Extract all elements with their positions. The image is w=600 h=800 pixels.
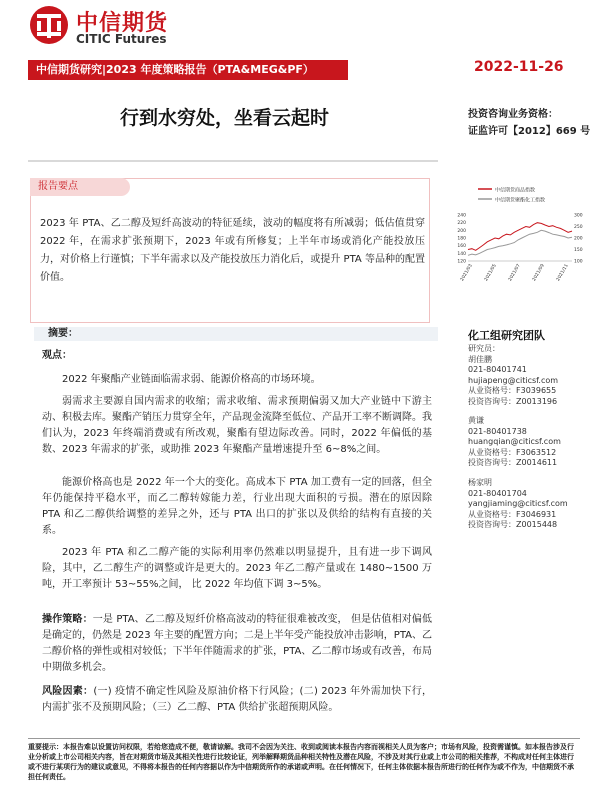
y-left-tick-label: 200 <box>457 228 466 234</box>
x-tick-label: 2021/11 <box>556 263 570 283</box>
analyst-phone: 021-80401704 <box>468 488 527 498</box>
strategy-paragraph <box>42 612 432 676</box>
researcher-label: 研究员： <box>468 344 500 353</box>
abstract-header: 摘要： <box>34 327 438 341</box>
analyst-license: 投资咨询号：Z0014611 <box>468 458 558 467</box>
series-line <box>468 230 572 255</box>
summary-text: 2023 年 PTA、乙二醇及短纤高波动的特征延续，波动的幅度将有所减弱；低估值贯穿 2022 年，在需求扩张预期下，2023 年或有所修复；上半年市场或消化产能投放压力，对价格上行谨慎；下半年需求以及产能投放压力消化后，或提升 PTA 等品种的配置价值。 <box>40 218 425 283</box>
qualification-line2: 证监许可【2012】669 号 <box>468 126 591 137</box>
analyst-email[interactable]: hujiapeng@citicsf.com <box>468 375 559 385</box>
analyst-license: 从业资格号：F3063512 <box>468 447 557 457</box>
risk-paragraph <box>42 684 432 716</box>
analyst-block-2 <box>468 416 561 469</box>
legend-label: 中信期货聚酯化工指数 <box>495 197 546 204</box>
x-tick-label: 2021/05 <box>484 263 498 283</box>
y-right-tick-label: 200 <box>574 236 583 242</box>
risk-text: (一) 疫情不确定性风险及原油价格下行风险；(二) 2023 年外需加快下行，内需扩张不及预期风险；（三）乙二醇、PTA 供给扩张超预期风险。 <box>42 686 433 713</box>
risk-label: 风险因素： <box>42 686 94 697</box>
analyst-email[interactable]: huangqian@citicsf.com <box>468 437 561 446</box>
abstract-paragraph-3: 能源价格高也是 2022 年一个大的变化。高成本下 PTA 加工费有一定的回落，但全年仍能保持平稳水平，而乙二醇转嫁能力差，行业出现大面积的亏损。潜在的原因除 PTA 和乙二醇供给调整的差异之外，还与 PTA 出口的扩张以及供给的结构有直接的关系。 <box>42 477 432 536</box>
view-label: 观点： <box>42 350 72 361</box>
analyst-license: 投资咨询号：Z0013196 <box>468 396 558 406</box>
analyst-license: 从业资格号：F3046931 <box>468 509 557 519</box>
strategy-text: 一是 PTA、乙二醇及短纤价格高波动的特征很难被改变， 但是估值相对偏低是确定的，仍然是 2023 年主要的配置方向；二是上半年受产能投放冲击影响，PTA、乙二醇价格的弹性或相对较低；下半年伴随需求的扩张，PTA、乙二醇市场或有改善，布局中期做多机会。 <box>42 614 433 673</box>
analyst-phone: 021-80401738 <box>468 426 527 436</box>
analyst-block-3 <box>468 478 568 531</box>
qualification-line1: 投资咨询业务资格： <box>468 109 558 120</box>
abstract-paragraph-4: 2023 年 PTA 和乙二醇产能的实际利用率仍然难以明显提升，且有进一步下调风险，其中，乙二醇生产的调整或许是更大的。2023 年乙二醇产量或在 1480~1500 万吨，开工率预计 53~55%之间， 比 2022 年均值下调 3~5%。 <box>42 547 432 590</box>
y-right-tick-label: 150 <box>574 248 583 253</box>
y-left-tick-label: 160 <box>457 244 466 250</box>
analyst-license: 从业资格号：F3039655 <box>468 386 557 395</box>
analyst-name: 杨家明 <box>468 478 492 487</box>
analyst-email[interactable]: yangjiaming@citicsf.com <box>468 499 568 508</box>
divider <box>28 160 438 162</box>
analyst-phone: 021-80401741 <box>468 365 527 374</box>
legend-label: 中信期货商品指数 <box>495 187 536 194</box>
y-left-tick-label: 180 <box>457 236 466 242</box>
abstract-paragraph-1: 2022 年聚酯产业链面临需求弱、能源价格高的市场环境。 <box>62 374 321 385</box>
report-date: 2022-11-26 <box>474 59 564 75</box>
summary-tag: 报告要点 <box>30 178 130 196</box>
y-left-tick-label: 240 <box>457 213 466 219</box>
y-right-tick-label: 100 <box>574 259 583 265</box>
strategy-label: 操作策略： <box>42 614 93 625</box>
citic-logo-icon <box>28 4 70 46</box>
analyst-license: 投资咨询号：Z0015448 <box>468 520 558 529</box>
y-left-tick-label: 220 <box>457 221 466 227</box>
report-title: 行到水穷处，坐看云起时 <box>120 107 330 129</box>
y-left-tick-label: 120 <box>457 259 466 265</box>
footer-divider <box>28 738 580 739</box>
y-right-tick-label: 300 <box>574 213 583 219</box>
y-right-tick-label: 250 <box>574 225 583 230</box>
analyst-name: 胡佳鹏 <box>468 354 492 364</box>
logo-text-cn: 中信期货 <box>76 11 169 36</box>
company-logo <box>28 2 178 52</box>
logo-text-en: CITIC Futures <box>76 32 167 46</box>
team-title: 化工组研究团队 <box>468 329 545 342</box>
disclaimer: 重要提示：本报告难以设置访问权限，若给您造成不便，敬请谅解。我司不会因为关注、收到或阅读本报告内容而视相关人员为客户；市场有风险，投资需谨慎。如本报告涉及行业分析或上市公司相关内容，旨在对期货市场及其相关性进行比较论证，列举解释期货品种相关特性及潜在风险，不涉及对其行业或上市公司的相关推荐，不构成对任何主体进行或不进行某项行为的建议或意见，不得将本报告的任何内容据以作为中信期货所作的承诺或声明。在任何情况下，任何主体依据本报告所进行的任何作为或不作为，中信期货不承担任何责任。 <box>28 743 574 781</box>
analyst-name: 黄谦 <box>468 416 484 425</box>
x-tick-label: 2021/03 <box>460 263 474 283</box>
x-tick-label: 2021/07 <box>508 263 522 283</box>
analyst-block-1 <box>468 344 558 407</box>
abstract-paragraph-2: 弱需求主要源自国内需求的收缩；需求收缩、需求预期偏弱又加大产业链中下游主动、积极去库。聚酯产销压力贯穿全年，产品现金流降至低位、产品开工率不断调降。我们认为，2023 年终端消费或有所改观，聚酯有望边际改善。同时，2022 年偏低的基数、2023 年需求的扩张，或助推 2023 年聚酯产量增速提升至 6~8%之间。 <box>42 396 432 455</box>
report-category-bar: 中信期货研究|2023 年度策略报告（PTA&MEG&PF） <box>28 60 348 80</box>
x-tick-label: 2021/09 <box>532 263 546 283</box>
series-line <box>468 223 572 251</box>
y-left-tick-label: 140 <box>457 251 466 257</box>
index-chart <box>450 185 590 285</box>
